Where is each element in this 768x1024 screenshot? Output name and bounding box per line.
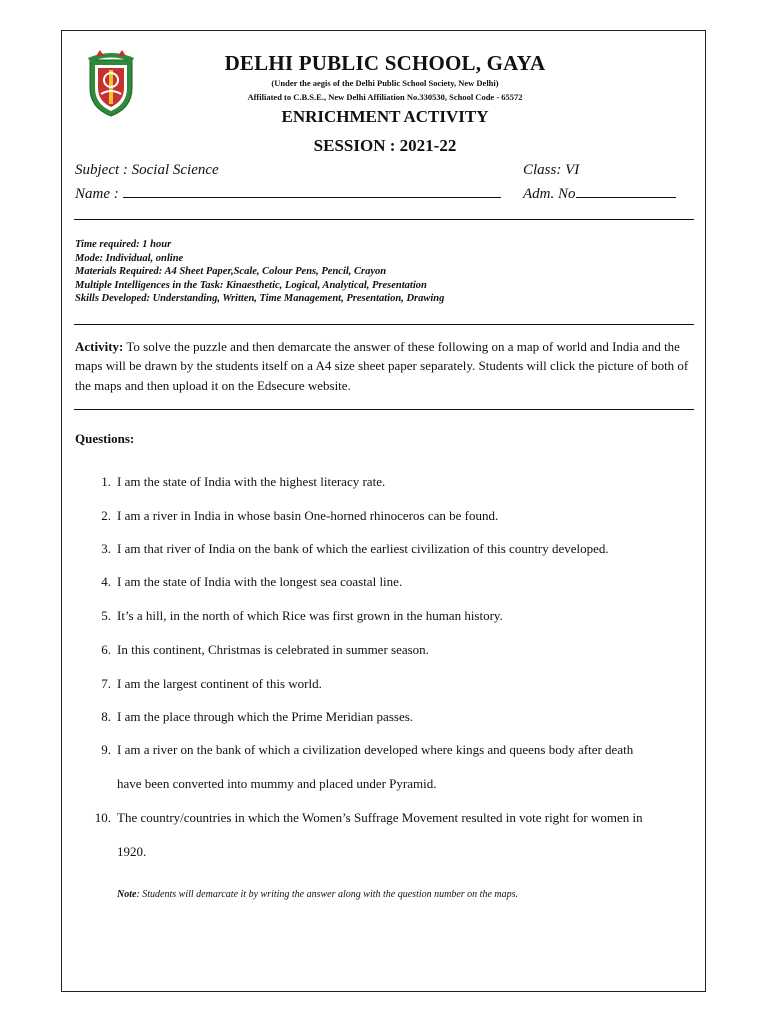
questions-heading: Questions: <box>75 431 135 446</box>
school-crest-logo <box>86 50 136 118</box>
activity-label: Activity: <box>75 339 124 354</box>
school-name: DELHI PUBLIC SCHOOL, GAYA <box>224 51 546 75</box>
name-label: Name : <box>75 186 119 202</box>
header-divider <box>74 219 694 220</box>
question-text: In this continent, Christmas is celebrated in summer season. <box>117 642 429 657</box>
activity-divider <box>74 409 694 410</box>
adm-field <box>523 185 676 203</box>
question-number: 1. <box>101 474 111 489</box>
subject-field: Subject : Social Science <box>75 162 219 178</box>
question-text: The country/countries in which the Women’s Suffrage Movement resulted in vote right for women in <box>117 810 643 825</box>
question-text: I am the largest continent of this world. <box>117 676 322 691</box>
question-text: I am the state of India with the highest literacy rate. <box>117 474 386 489</box>
skills-developed: Skills Developed: Understanding, Written, Time Management, Presentation, Drawing <box>75 293 445 305</box>
question-text: I am the place through which the Prime Meridian passes. <box>117 709 414 724</box>
name-field <box>75 185 501 203</box>
aegis-line: (Under the aegis of the Delhi Public School Society, New Delhi) <box>271 78 499 88</box>
session-label: SESSION : 2021-22 <box>313 136 457 155</box>
time-required: Time required: 1 hour <box>75 239 172 250</box>
question-text: I am the state of India with the longest sea coastal line. <box>117 574 403 589</box>
question-number: 2. <box>101 508 111 523</box>
question-text: It’s a hill, in the north of which Rice was first grown in the human history. <box>117 608 503 623</box>
adm-blank[interactable] <box>576 185 676 198</box>
note-label: Note <box>117 889 137 900</box>
affiliation-line: Affiliated to C.B.S.E., New Delhi Affiliation No.330530, School Code - 65572 <box>247 92 523 102</box>
document-title: ENRICHMENT ACTIVITY <box>281 107 489 126</box>
question-number: 9. <box>101 742 111 757</box>
activity-details <box>75 238 444 306</box>
question-number: 7. <box>101 676 111 691</box>
multiple-intelligences: Multiple Intelligences in the Task: Kinaesthetic, Logical, Analytical, Presentation <box>75 279 427 291</box>
name-blank[interactable] <box>123 185 501 198</box>
question-number: 4. <box>101 574 111 589</box>
question-number: 8. <box>101 709 111 724</box>
question-text-continued: 1920. <box>117 844 147 859</box>
activity-paragraph <box>75 337 693 395</box>
question-number: 6. <box>101 642 111 657</box>
mode: Mode: Individual, online <box>75 252 184 264</box>
note <box>117 889 518 900</box>
question-number: 3. <box>101 541 111 556</box>
question-number: 5. <box>101 608 111 623</box>
question-text-continued: have been converted into mummy and placed under Pyramid. <box>117 776 437 791</box>
details-divider <box>74 324 694 325</box>
materials-required: Materials Required: A4 Sheet Paper,Scale, Colour Pens, Pencil, Crayon <box>75 266 387 278</box>
class-field: Class: VI <box>523 162 580 178</box>
question-text: I am a river on the bank of which a civilization developed where kings and queens body after death <box>117 742 634 757</box>
question-text: I am a river in India in whose basin One-horned rhinoceros can be found. <box>117 508 499 523</box>
question-number: 10. <box>94 810 111 825</box>
adm-label: Adm. No <box>523 186 576 202</box>
question-text: I am that river of India on the bank of which the earliest civilization of this country developed. <box>117 541 609 556</box>
note-text: : Students will demarcate it by writing the answer along with the question number on the maps. <box>136 889 519 900</box>
activity-text: To solve the puzzle and then demarcate the answer of these following on a map of world and India and the maps will be drawn by the students itself on a A4 size sheet paper separately. Students will click the picture of both of the maps and then upload it on the Edsecure website. <box>75 339 689 393</box>
